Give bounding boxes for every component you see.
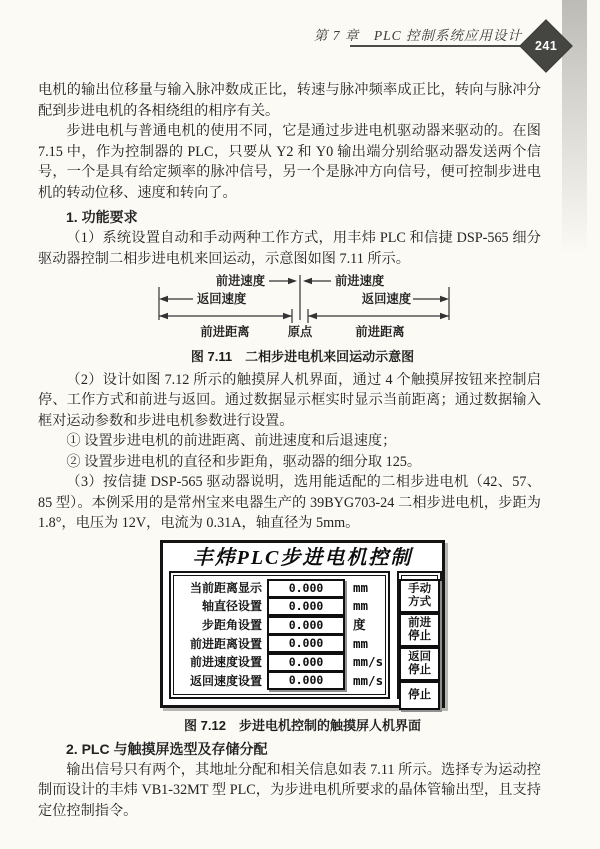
- manual-mode-button[interactable]: [399, 579, 440, 613]
- button-label-line: 返回: [408, 650, 432, 663]
- button-label-line: 停止: [408, 688, 432, 701]
- return-stop-button[interactable]: [399, 647, 440, 681]
- button-label-line: 停止: [408, 629, 432, 642]
- hmi-parameter-box: [169, 571, 390, 699]
- label-return-speed-left: 返回速度: [196, 292, 246, 306]
- body-paragraph: （2）设计如图 7.12 所示的触摸屏人机界面，通过 4 个触摸屏按钮来控制启停、工作方式和前进与返回。通过数据显示框实时显示当前距离；通过数据输入框对运动参数和步进电机参数进行设置。: [38, 371, 541, 429]
- hmi-row-shaft-diameter: [174, 598, 383, 615]
- running-head: 第 7 章 PLC 控制系统应用设计: [313, 28, 522, 43]
- section-heading-1: 1. 功能要求: [66, 209, 138, 225]
- shaft-diameter-label: 轴直径设置: [201, 599, 262, 614]
- hmi-row-current-distance: [174, 580, 383, 597]
- forward-stop-button[interactable]: [399, 613, 440, 647]
- label-forward-speed-right: 前进速度: [334, 274, 384, 288]
- figure-7-11: [51, 272, 554, 366]
- forward-speed-label: 前进速度设置: [189, 655, 262, 670]
- label-forward-distance-right: 前进距离: [354, 325, 405, 339]
- motion-diagram-svg: [137, 272, 469, 340]
- body-paragraph: （3）按信捷 DSP-565 驱动器说明，选用能适配的二相步进电机（42、57、85 型）。本例采用的是常州宝来电器生产的 39BYG703-24 二相步进电机，步距为 1.8°，电压为 12V，电流为 0.31A，轴直径为 5mm。: [38, 474, 541, 531]
- hmi-panel: [160, 540, 445, 708]
- unit-label: mm: [353, 579, 369, 595]
- step-angle-label: 步距角设置: [201, 617, 262, 632]
- button-label-line: 停止: [408, 663, 432, 676]
- hmi-title: 丰炜PLC步进电机控制: [192, 546, 413, 569]
- button-label-line: 方式: [408, 595, 432, 608]
- body-paragraph: 步进电机与普通电机的使用不同，它是通过步进电机驱动器来驱动的。在图 7.15 中，作为控制器的 PLC，只要从 Y2 和 Y0 输出端分别给驱动器发送两个信号，一个是具有给定频率的脉冲信号，另一个是脉冲方向信号，便可控制步进电机的转动位移、速度和转向了。: [38, 123, 541, 201]
- current-distance-display: 0.000: [267, 579, 345, 598]
- hmi-row-forward-distance: [174, 635, 383, 652]
- label-origin: 原点: [287, 325, 312, 339]
- section-heading-2: 2. PLC 与触摸屏选型及存储分配: [66, 740, 268, 757]
- list-item: ① 设置步进电机的前进距离、前进速度和后退速度；: [66, 433, 397, 449]
- forward-distance-label: 前进距离设置: [189, 636, 262, 651]
- hmi-row-return-speed: [174, 672, 383, 689]
- unit-label: 度: [353, 616, 366, 632]
- hmi-button-column: [397, 571, 442, 699]
- hmi-row-step-angle: [174, 617, 383, 634]
- shaft-diameter-input[interactable]: 0.000: [267, 597, 345, 616]
- body-paragraph: （1）系统设置自动和手动两种工作方式，用丰炜 PLC 和信捷 DSP-565 细分驱动器控制二相步进电机来回运动，示意图如图 7.11 所示。: [38, 230, 541, 267]
- book-edge-shadow: [562, 0, 587, 255]
- motion-diagram: [51, 272, 554, 347]
- button-label-line: 前进: [408, 616, 432, 629]
- page-content: [38, 80, 541, 821]
- stop-button[interactable]: [399, 681, 440, 710]
- figure-7-11-caption: 图 7.11 二相步进电机来回运动示意图: [190, 348, 415, 364]
- label-forward-distance-left: 前进距离: [199, 325, 250, 339]
- current-distance-label: 当前距离显示: [189, 580, 262, 595]
- unit-label: mm: [353, 635, 369, 651]
- step-angle-input[interactable]: 0.000: [267, 616, 345, 635]
- unit-label: mm/s: [353, 672, 384, 688]
- unit-label: mm: [353, 598, 369, 614]
- figure-7-12-caption: 图 7.12 步进电机控制的触摸屏人机界面: [184, 717, 421, 733]
- body-paragraph: 电机的输出位移量与输入脉冲数成正比，转速与脉冲频率成正比，转向与脉冲分配到步进电机的各相绕组的相序有关。: [38, 82, 541, 119]
- unit-label: mm/s: [353, 654, 384, 670]
- forward-speed-input[interactable]: 0.000: [267, 653, 345, 672]
- return-speed-label: 返回速度设置: [189, 673, 262, 688]
- return-speed-input[interactable]: 0.000: [267, 671, 345, 690]
- hmi-body: [169, 571, 436, 699]
- hmi-row-forward-speed: [174, 654, 383, 671]
- page-number: 241: [534, 38, 558, 53]
- list-item: ② 设置步进电机的直径和步距角，驱动器的细分取 125。: [66, 453, 422, 470]
- label-forward-speed-left: 前进速度: [215, 274, 265, 288]
- body-paragraph: 输出信号只有两个，其地址分配和相关信息如表 7.11 所示。选择专为运动控制而设计的丰炜 VB1-32MT 型 PLC，为步进电机所要求的晶体管输出型，且支持定位控制指令。: [38, 761, 541, 819]
- button-label-line: 手动: [408, 582, 432, 595]
- running-head-rule: [350, 45, 532, 47]
- forward-distance-input[interactable]: 0.000: [267, 634, 345, 653]
- label-return-speed-right: 返回速度: [361, 292, 411, 306]
- figure-7-12: [51, 540, 554, 735]
